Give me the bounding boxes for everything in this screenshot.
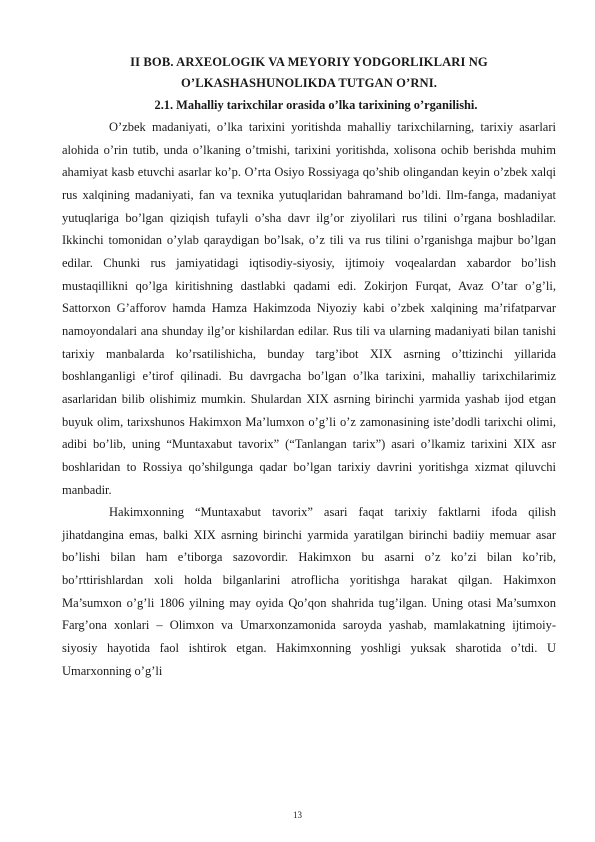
document-page — [62, 52, 556, 682]
chapter-title-line-1: II BOB. ARXEOLOGIK VA MEYORIY YODGORLIKLARI NG — [130, 55, 488, 69]
paragraph-2: Hakimxonning “Muntaxabut tavorix” asari faqat tarixiy faktlarni ifoda qilish jihatdangina emas, balki XIX asrning birinchi yarmida yaratilgan birinchi badiiy memuar asar bo’lishi bilan ham e’tiborga sazovordir. Hakimxon bu asarni o’z ko’zi bilan ko’rib, bo’rttirishlardan xoli holda bilganlarini atroflicha yoritishga harakat qilgan. Hakimxon Ma’sumxon o’g’li 1806 yilning may oyida Qo’qon shahrida tug’ilgan. Uning otasi Ma’sumxon Farg’ona xonlari – Olimxon va Umarxonzamonida saroyda yashab, mamlakatning ijtimoiy-siyosiy hayotida faol ishtirok etgan. Hakimxonning yoshligi yuksak sharotida o’tdi. U Umarxonning o’g’li — [62, 505, 556, 678]
paragraph-1: O’zbek madaniyati, o’lka tarixini yoritishda mahalliy tarixchilarning, tarixiy asarlari alohida o’rin tutib, unda o’lkaning o’tmishi, tarixini yoritishda, xolisona ochib berishda muhim ahamiyat kasb etuvchi asarlar ko’p. O’rta Osiyo Rossiyaga qo’shib olingandan keyin o’zbek xalqi rus xalqining madaniyati, fan va texnika yutuqlaridan bahramand bo’ldi. Ilm-fanga, madaniyat yutuqlariga bo’lgan qiziqish tufayli o’sha davr ilg’or ziyolilari rus tilini o’rgana boshladilar. Ikkinchi tomonidan o’ylab qaraydigan bo’lsak, o’z tili va rus tilini o’rganishga majbur bo’lgan edilar. Chunki rus jamiyatidagi iqtisodiy-siyosiy, ijtimoiy voqealardan xabardor bo’lish mustaqillikni qo’lga kiritishning dastlabki qadami edi. Zokirjon Furqat, Avaz O’tar o’g’li, Sattorxon G’afforov hamda Hamza Hakimzoda Niyoziy kabi o’zbek xalqining ma’rifatparvar namoyondalari ana shunday ilg’or kishilardan edilar. Rus tili va ularning madaniyati bilan tanishi tarixiy manbalarda ko’rsatilishicha, bunday targ’ibot XIX asrning o’ttizinchi yillarida boshlanganligi e’tirof qilinadi. Bu davrgacha bo’lgan o’lka tarixini, mahalliy tarixchilarimiz asarlaridan bilib olishimiz mumkin. Shulardan XIX asrning birinchi yarmida yashab ijod etgan buyuk olim, tarixshunos Hakimxon Ma’lumxon o’g’li o’z zamonasining iste’dodli tarixchi olimi, adibi bo’lib, uning “Muntaxabut tavorix” (“Tanlangan tarix”) asari o’lkamiz tarixini XIX asr boshlaridan to Rossiya qo’shilgunga qadar bo’lgan tarixiy davrini yoritishga xizmat qiluvchi manbadir. — [62, 120, 556, 497]
section-title: 2.1. Mahalliy tarixchilar orasida o’lka tarixining o’rganilishi. — [154, 98, 478, 112]
page-number: 13 — [293, 810, 302, 820]
chapter-title-line-2: O’LKASHASHUNOLIKDA TUTGAN O’RNI. — [181, 76, 437, 90]
